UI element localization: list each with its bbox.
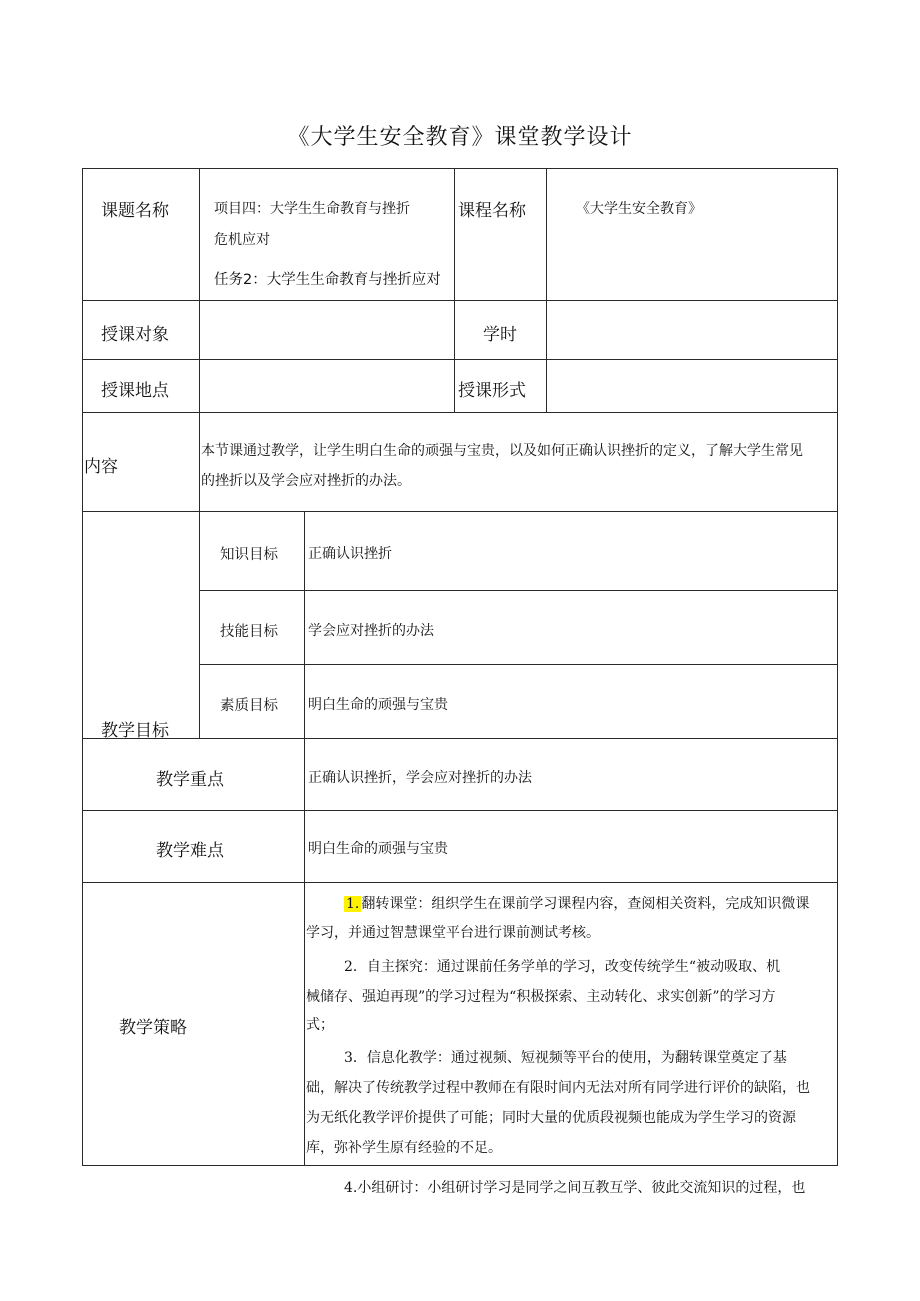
strategy-label: 教学策略 [119,1018,187,1038]
strategy-p4-overflow-line: 4.小组研讨：小组研讨学习是同学之间互教互学、彼此交流知识的过程，也 [344,1180,806,1196]
content-line-2: 的挫折以及学会应对挫折的办法。 [201,473,411,489]
quality-goal-label: 素质目标 [220,698,278,714]
document-title: 《大学生安全教育》课堂教学设计 [287,125,633,150]
strategy-p3-line-2: 础，解决了传统教学过程中教师在有限时间内无法对所有同学进行评价的缺陷，也 [306,1080,810,1096]
topic-label: 课题名称 [101,201,169,221]
strategy-p1-number: 1. [346,896,360,912]
skill-goal-value: 学会应对挫折的办法 [308,623,434,639]
content-line-1: 本节课通过教学，让学生明白生命的顽强与宝贵，以及如何正确认识挫折的定义，了解大学生常见 [201,443,803,459]
form-label: 授课形式 [458,381,526,401]
course-label: 课程名称 [458,201,526,221]
place-label: 授课地点 [101,381,169,401]
strategy-p2-line-1: 2．自主探究：通过课前任务学单的学习，改变传统学生“被动吸取、机 [344,959,781,975]
difficulties-label: 教学难点 [156,841,224,861]
topic-line-1: 项目四：大学生生命教育与挫折 [214,201,410,217]
strategy-p1-text: 翻转课堂：组织学生在课前学习课程内容，查阅相关资料，完成知识微课 [361,896,810,912]
difficulties-value: 明白生命的顽强与宝贵 [308,841,448,857]
strategy-p1-line-2: 学习，并通过智慧课堂平台进行课前测试考核。 [306,925,600,941]
strategy-p1-line-1 [344,893,809,913]
key-points-value: 正确认识挫折，学会应对挫折的办法 [308,770,532,786]
skill-goal-label: 技能目标 [220,624,278,640]
strategy-p3-line-1: 3．信息化教学：通过视频、短视频等平台的使用，为翻转课堂奠定了基 [344,1050,787,1066]
hours-label: 学时 [483,325,517,345]
strategy-p2-line-3: 式； [306,1017,334,1033]
strategy-p3-line-3: 为无纸化教学评价提供了可能；同时大量的优质段视频也能成为学生学习的资源 [306,1110,796,1126]
strategy-p2-line-2: 械储存、强迫再现”的学习过程为“积极探索、主动转化、求实创新”的学习方 [306,989,776,1005]
audience-label: 授课对象 [101,325,169,345]
course-value: 《大学生安全教育》 [576,201,702,217]
topic-task: 任务2：大学生生命教育与挫折应对 [214,272,441,288]
strategy-p3-line-4: 库，弥补学生原有经验的不足。 [306,1140,502,1156]
quality-goal-value: 明白生命的顽强与宝贵 [308,697,448,713]
content-label: 内容 [84,457,118,477]
topic-line-2: 危机应对 [214,232,270,248]
knowledge-goal-label: 知识目标 [220,547,278,563]
key-points-label: 教学重点 [156,770,224,790]
knowledge-goal-value: 正确认识挫折 [308,546,392,562]
goals-label: 教学目标 [101,721,169,741]
